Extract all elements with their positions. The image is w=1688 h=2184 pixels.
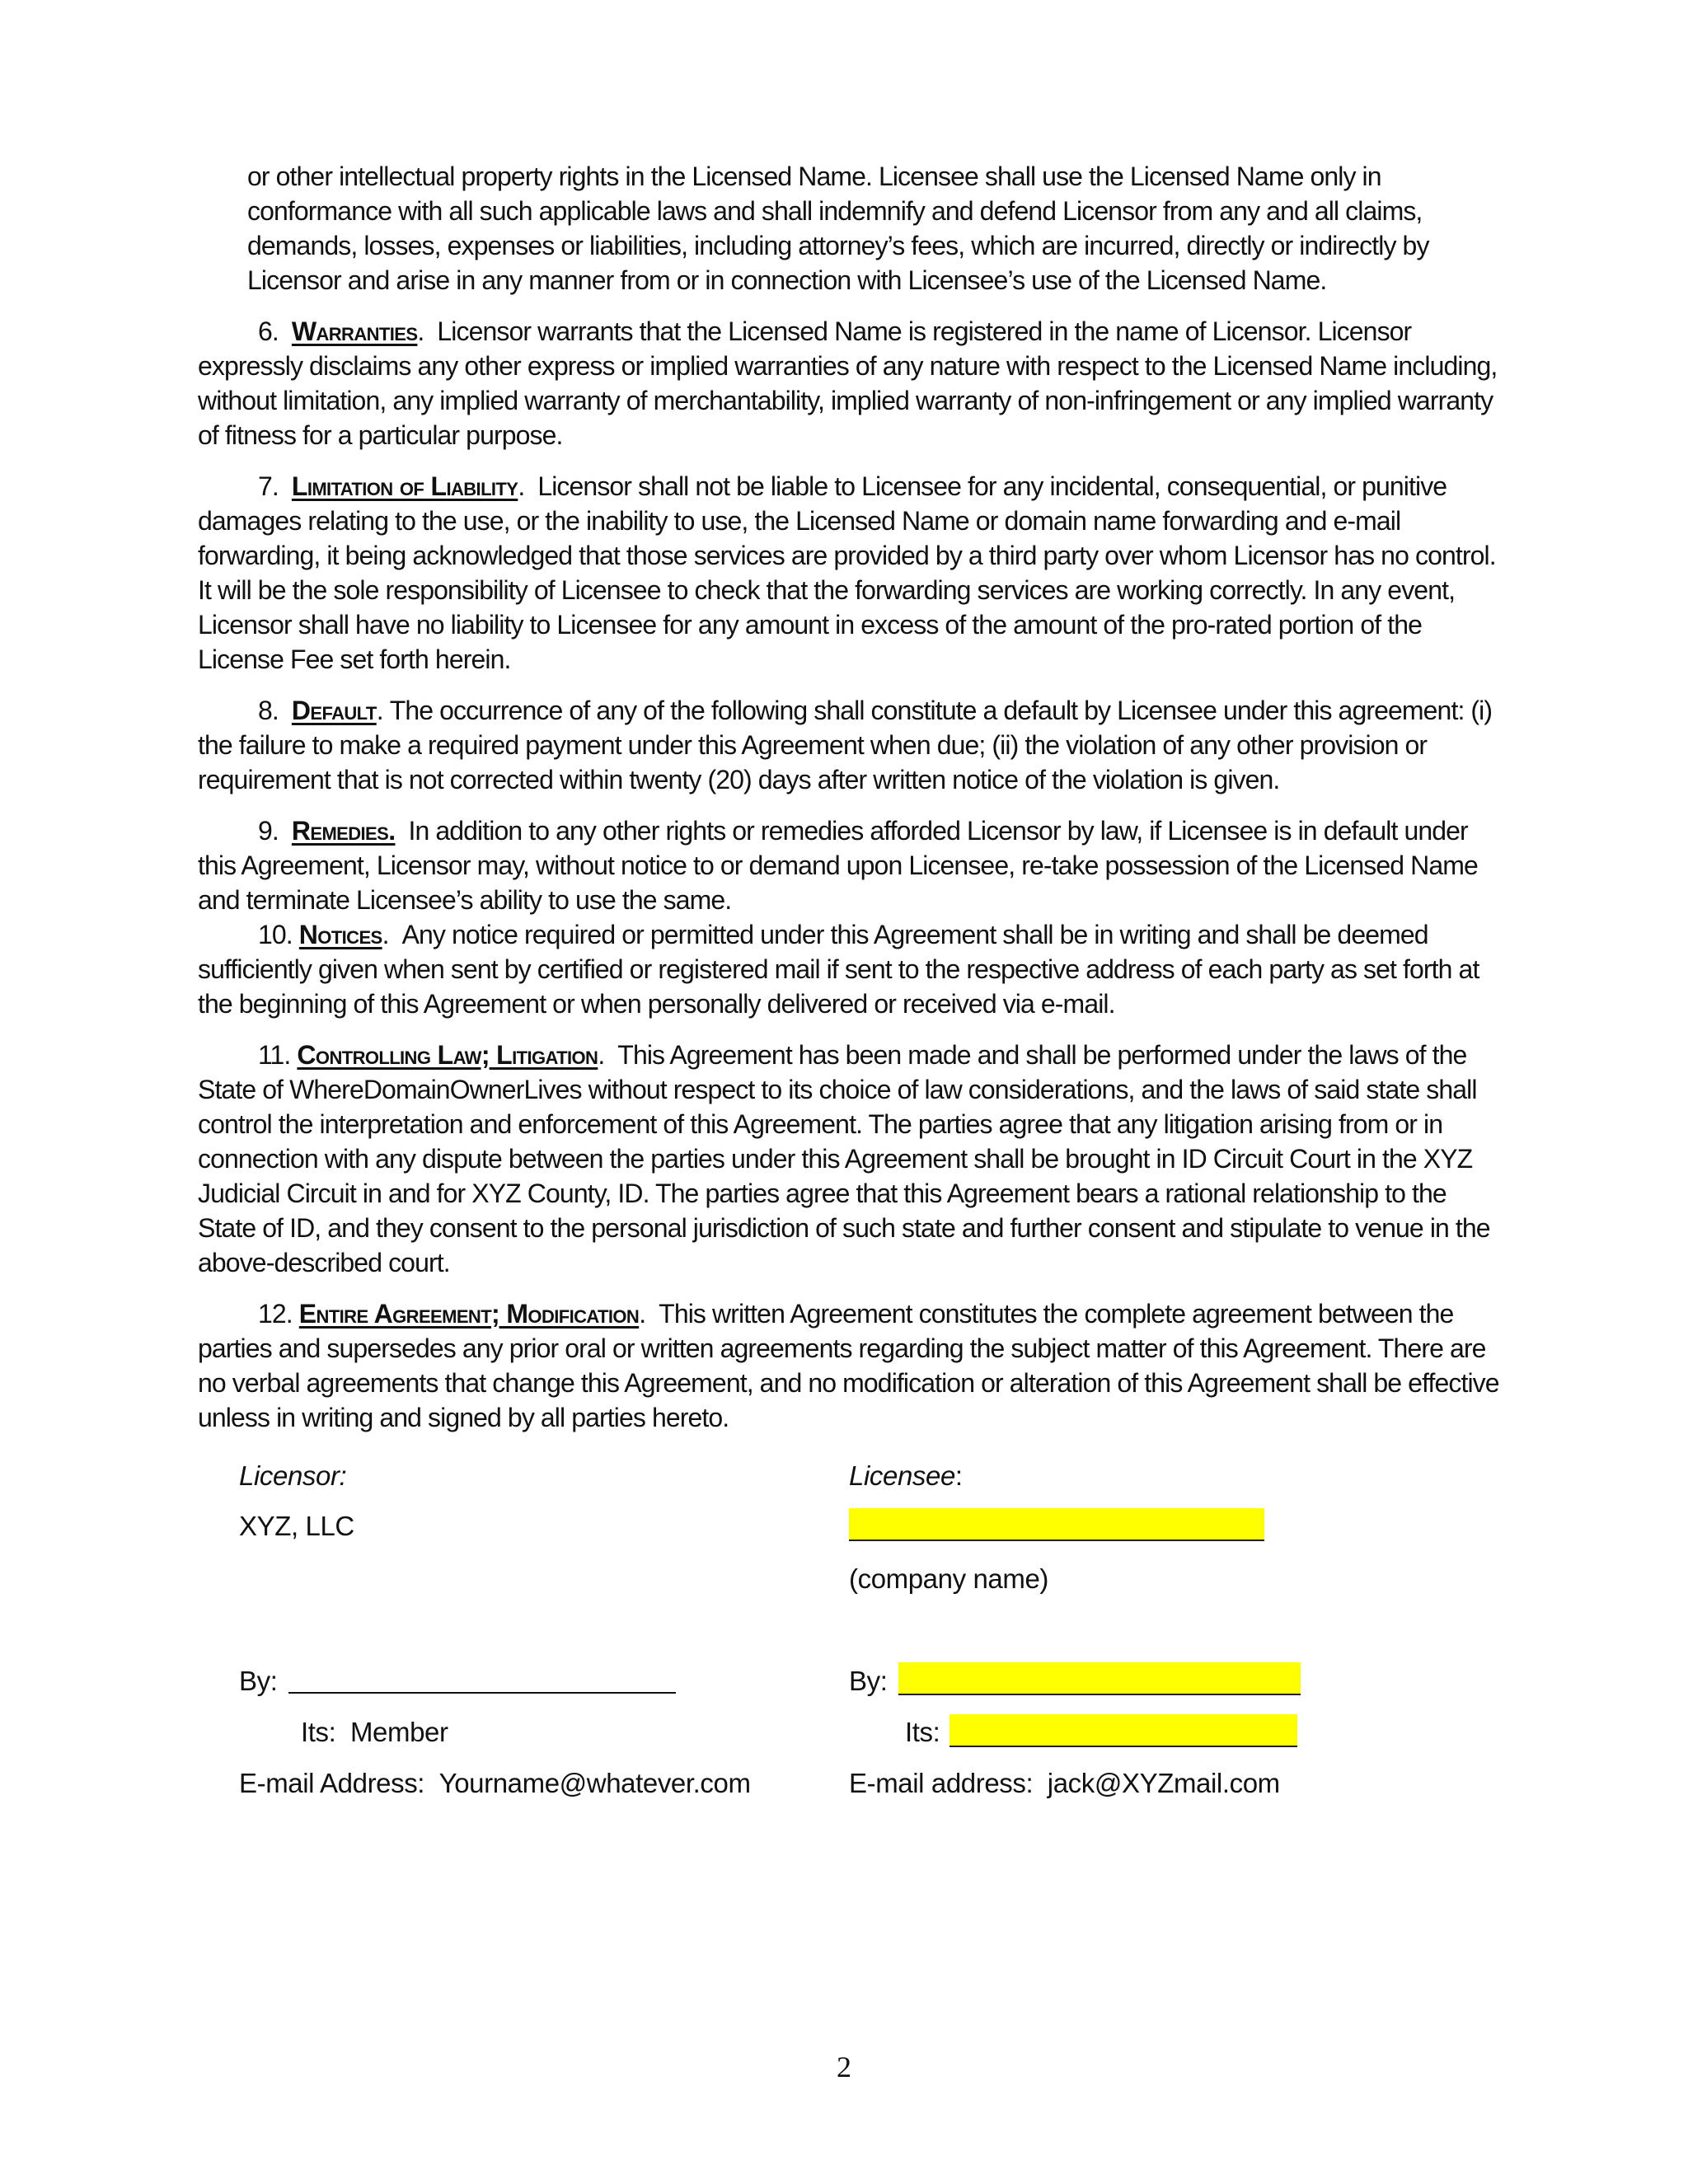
section-body: In addition to any other rights or remedies afforded Licensor by law, if Licensee is in default under this Agreement, Licensor may, without notice to or demand upon Licensee, re-take possession of the Licensed Name and terminate Licensee’s ability to use the same.: [198, 816, 1478, 915]
section-body: Licensor warrants that the Licensed Name is registered in the name of Licensor. Licensor expressly disclaims any other express or implied warranties of any nature with respect to the Licensed Name including, without limitation, any implied warranty of merchantability, implied warranty of non-infringement or any implied warranty of fitness for a particular purpose.: [198, 316, 1498, 450]
licensor-signature-line[interactable]: [288, 1692, 676, 1694]
section-7-paragraph: 7. Limitation of Liability. Licensor shall not be liable to Licensee for any incidental, consequential, or punitive damages relating to the use, or the inability to use, the Licensed Name or domain name forwarding and e-mail forwarding, it being acknowledged that those services are provided by a third party over whom Licensor has no control. It will be the sole responsibility of Licensee to check that the forwarding services are working correctly. In any event, Licensor shall have no liability to Licensee for any amount in excess of the amount of the pro-rated portion of the License Fee set forth herein.: [198, 471, 1496, 674]
section-number: 9.: [258, 816, 279, 846]
section-heading: Controlling Law; Litigation: [297, 1040, 598, 1070]
section-number: 10.: [258, 920, 293, 949]
section-number: 11.: [258, 1040, 291, 1070]
section-body: This Agreement has been made and shall be performed under the laws of the State of WhereDomainOwnerLives without respect to its choice of law considerations, and the laws of said state shall control the interpretation and enforcement of this Agreement. The parties agree that any litigation arising from or in connection with any dispute between the parties under this Agreement shall be brought in ID Circuit Court in the XYZ Judicial Circuit in and for XYZ County, ID. The parties agree that this Agreement bears a rational relationship to the State of ID, and they consent to the personal jurisdiction of such state and further consent and stipulate to venue in the above-described court.: [198, 1040, 1490, 1277]
section-9-paragraph: [198, 813, 1500, 917]
section-6-paragraph: 6. Warranties. Licensor warrants that the Licensed Name is registered in the name of Licensor. Licensor expressly disclaims any other express or implied warranties of any nature with respect to the Licensed Name including, without limitation, any implied warranty of merchantability, implied warranty of non-infringement or any implied warranty of fitness for a particular purpose.: [198, 316, 1498, 450]
licensor-its: Its: Member: [301, 1717, 448, 1747]
section-10-paragraph: 10. Notices. Any notice required or permitted under this Agreement shall be in writing and shall be deemed sufficiently given when sent by certified or registered mail if sent to the respective address of each party as set forth at the beginning of this Agreement or when personally delivered or received via e-mail.: [198, 920, 1479, 1019]
section-8-paragraph: 8. Default. The occurrence of any of the following shall constitute a default by Licensee under this agreement: (i) the failure to make a required payment under this Agreement when due; (ii) the violation of any other provision or requirement that is not corrected within twenty (20) days after written notice of the violation is given.: [198, 696, 1493, 794]
licensee-label: Licensee:: [849, 1460, 963, 1491]
section-body: Any notice required or permitted under this Agreement shall be in writing and shall be deemed sufficiently given when sent by certified or registered mail if sent to the respective address of each party as set forth at the beginning of this Agreement or when personally delivered or received via e-mail.: [198, 920, 1479, 1019]
licensee-by-label: By:: [849, 1666, 888, 1696]
section-body: The occurrence of any of the following shall constitute a default by Licensee under this agreement: (i) the failure to make a required payment under this Agreement when due; (ii) the violation of any other provision or requirement that is not corrected within twenty (20) days after written notice of the violation is given.: [198, 696, 1493, 794]
section-heading: Remedies.: [291, 816, 396, 846]
section-number: 12.: [258, 1299, 293, 1329]
section-12-paragraph: 12. Entire Agreement; Modification. This written Agreement constitutes the complete agreement between the parties and supersedes any prior oral or written agreements regarding the subject matter of this Agreement. There are no verbal agreements that change this Agreement, and no modification or alteration of this Agreement shall be effective unless in writing and signed by all parties hereto.: [198, 1299, 1499, 1432]
licensee-company-name-field[interactable]: [849, 1508, 1264, 1541]
section-heading: Limitation of Liability: [291, 471, 518, 501]
section-body: Licensor shall not be liable to Licensee for any incidental, consequential, or punitive damages relating to the use, or the inability to use, the Licensed Name or domain name forwarding and e-mail forwarding, it being acknowledged that those services are provided by a third party over whom Licensor has no control. It will be the sole responsibility of Licensee to check that the forwarding services are working correctly. In any event, Licensor shall have no liability to Licensee for any amount in excess of the amount of the pro-rated portion of the License Fee set forth herein.: [198, 471, 1496, 674]
section-body: This written Agreement constitutes the complete agreement between the parties and supersedes any prior oral or written agreements regarding the subject matter of this Agreement. There are no verbal agreements that change this Agreement, and no modification or alteration of this Agreement shall be effective unless in writing and signed by all parties hereto.: [198, 1299, 1499, 1432]
contract-body: [198, 159, 1500, 1435]
licensee-its-label: Its:: [905, 1717, 940, 1747]
page-number: 2: [837, 2050, 851, 2083]
intro-paragraph: or other intellectual property rights in the Licensed Name. Licensee shall use the Licensed Name only in conformance with all such applicable laws and shall indemnify and defend Licensor from any and all claims, demands, losses, expenses or liabilities, including attorney’s fees, which are incurred, directly or indirectly by Licensor and arise in any manner from or in connection with Licensee’s use of the Licensed Name.: [247, 162, 1429, 295]
licensor-company: XYZ, LLC: [239, 1511, 354, 1541]
licensee-its-field[interactable]: [950, 1714, 1297, 1747]
section-heading: Entire Agreement; Modification: [298, 1299, 640, 1329]
section-number: 7.: [258, 471, 279, 501]
licensor-email: E-mail Address: Yourname@whatever.com: [239, 1768, 751, 1798]
section-heading: Notices: [298, 920, 382, 949]
section-number: 8.: [258, 696, 279, 725]
licensor-by-label: By:: [239, 1666, 278, 1696]
licensee-signature-field[interactable]: [898, 1662, 1301, 1695]
licensee-company-caption: (company name): [849, 1563, 1048, 1594]
licensee-email: E-mail address: jack@XYZmail.com: [849, 1768, 1280, 1798]
section-heading: Warranties: [291, 316, 418, 346]
section-heading: Default: [291, 696, 377, 725]
licensor-label: Licensor:: [239, 1460, 347, 1491]
section-11-paragraph: 11. Controlling Law; Litigation. This Agreement has been made and shall be performed under the laws of the State of WhereDomainOwnerLives without respect to its choice of law considerations, and the laws of said state shall control the interpretation and enforcement of this Agreement. The parties agree that any litigation arising from or in connection with any dispute between the parties under this Agreement shall be brought in ID Circuit Court in the XYZ Judicial Circuit in and for XYZ County, ID. The parties agree that this Agreement bears a rational relationship to the State of ID, and they consent to the personal jurisdiction of such state and further consent and stipulate to venue in the above-described court.: [198, 1040, 1490, 1277]
section-number: 6.: [258, 316, 279, 346]
